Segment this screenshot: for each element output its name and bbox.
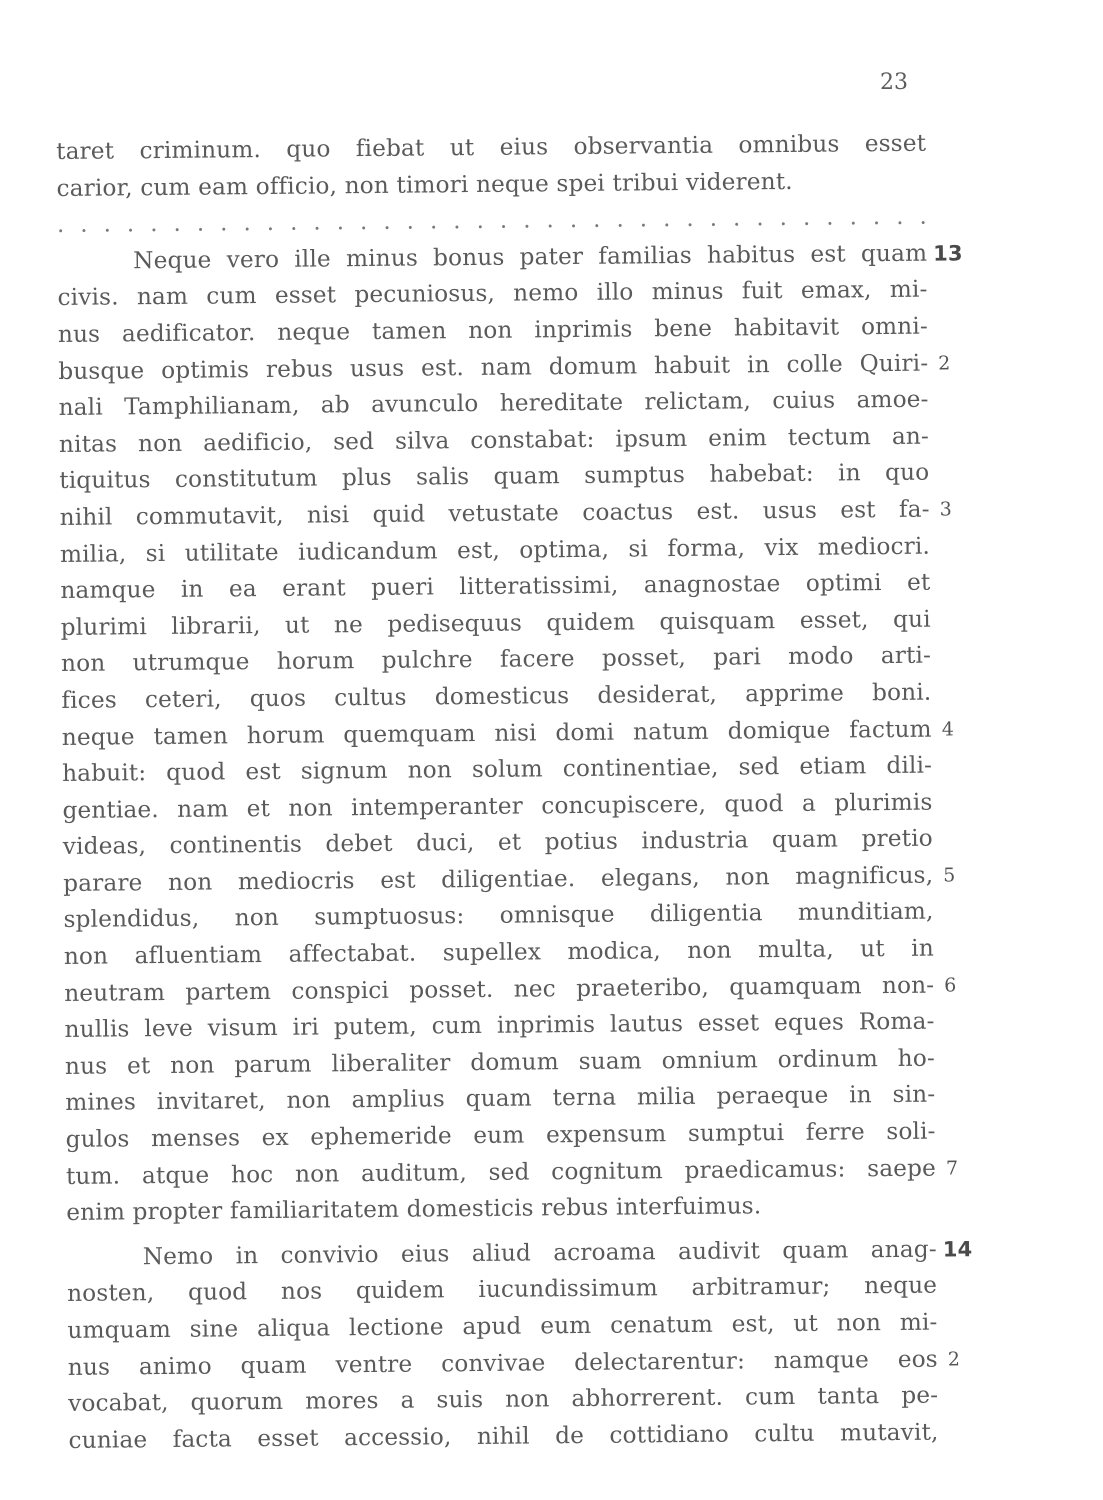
text-line-content: tum. atque hoc non auditum, sed cognitum praedicamus: saepe — [65, 1154, 937, 1190]
text-line-content: milia, si utilitate iudicandum est, optima, si forma, vix mediocri. — [59, 532, 931, 568]
text-line-content: nus et non parum liberaliter domum suam omnium ordinum ho- — [64, 1044, 936, 1080]
text-line-content: gentiae. nam et non intemperanter concupiscere, quod a plurimis — [62, 788, 933, 824]
section-number: 4 — [941, 717, 955, 741]
section-number: 7 — [945, 1157, 959, 1180]
text-line-content: habuit: quod est signum non solum continentiae, sed etiam dili- — [62, 751, 933, 788]
text-line-content: tiquitus constitutum plus salis quam sumptus habebat: in quo — [59, 458, 930, 495]
text-line-content: neque tamen horum quemquam nisi domi natum domique factum — [61, 715, 932, 751]
section-number: 2 — [938, 351, 951, 375]
text-line-content: nosten, quod nos quidem iucundissimum arbitramur; neque — [67, 1272, 938, 1308]
chapter-number: 13 — [933, 241, 963, 266]
text-line-content: non utrumque horum pulchre facere posset, pari modo arti- — [60, 641, 932, 678]
text-line-content: fices ceteri, quos cultus domesticus desiderat, apprime boni. — [61, 678, 932, 714]
text-line-content: nullis leve visum iri putem, cum inprimis lautus esset eques Roma- — [64, 1007, 935, 1044]
text-line-content: civis. nam cum esset pecuniosus, nemo illo minus fuit emax, mi- — [57, 276, 928, 312]
text-line-content: namque in ea erant pueri litteratissimi, anagnostae optimi et — [60, 568, 931, 605]
text-line-content: cuniae facta esset accessio, nihil de cottidiano cultu mutavit, — [68, 1418, 939, 1454]
text-line-content: vocabat, quorum mores a suis non abhorrerent. cum tanta pe- — [68, 1381, 939, 1418]
text-line-content: nitas non aedificio, sed silva constabat: ipsum enim tectum an- — [58, 422, 930, 458]
text-line-content: nus aedificator. neque tamen non inprimis bene habitavit omni- — [57, 312, 929, 348]
page-number: 23 — [880, 70, 908, 95]
text-line-content: splendidus, non sumptuosus: omnisque diligentia munditiam, — [63, 898, 934, 934]
text-line — [66, 1187, 936, 1232]
text-line-content: non afluentiam affectabat. supellex modica, non multa, ut in — [63, 934, 934, 971]
section-number: 5 — [943, 864, 956, 887]
section-number: 6 — [944, 974, 957, 997]
text-line-content: nus animo quam ventre convivae delectarentur: namque eos — [67, 1345, 938, 1381]
section-number: 3 — [939, 498, 952, 521]
text-line — [68, 1414, 938, 1459]
text-line-content: nali Tamphilianam, ab avunculo hereditate relictam, cuius amoe- — [58, 385, 929, 422]
text-line-content: enim propter familiaritatem domesticis rebus interfuimus. — [66, 1192, 762, 1227]
text-line-content: videas, continentis debet duci, et potius industria quam pretio — [62, 824, 933, 861]
latin-text-body — [56, 126, 973, 1460]
text-line-content: gulos menses ex ephemeride eum expensum sumptui ferre soli- — [65, 1117, 936, 1153]
text-line-content: . . . . . . . . . . . . . . . . . . . . . . . . . . . . . . . . . . . . . . — [56, 202, 927, 239]
section-number: 2 — [947, 1347, 961, 1371]
text-line-content: Nemo in convivio eius aliud acroama audivit quam anag- — [142, 1235, 937, 1271]
text-line-content: mines invitaret, non amplius quam terna milia peraeque in sin- — [65, 1081, 936, 1117]
text-line-content: nihil commutavit, nisi quid vetustate coactus est. usus est fa- — [59, 495, 930, 531]
text-line-content: neutram partem conspici posset. nec praeteribo, quamquam non- — [64, 971, 935, 1007]
text-line-content: carior, cum eam officio, non timori neque spei tribui viderent. — [56, 167, 793, 202]
text-line-content: plurimi librarii, ut ne pedisequus quidem quisquam esset, qui — [60, 605, 931, 641]
text-line-content: parare non mediocris est diligentiae. elegans, non magnificus, — [63, 861, 934, 897]
text-line-content: taret criminum. quo fiebat ut eius observantia omnibus esset — [56, 129, 927, 165]
text-line-content: Neque vero ille minus bonus pater familias habitus est quam — [133, 239, 928, 275]
text-line-content: busque optimis rebus usus est. nam domum habuit in colle Quiri- — [58, 349, 929, 385]
text-line-content: umquam sine aliqua lectione apud eum cenatum est, ut non mi- — [67, 1308, 938, 1344]
chapter-number: 14 — [942, 1237, 973, 1262]
